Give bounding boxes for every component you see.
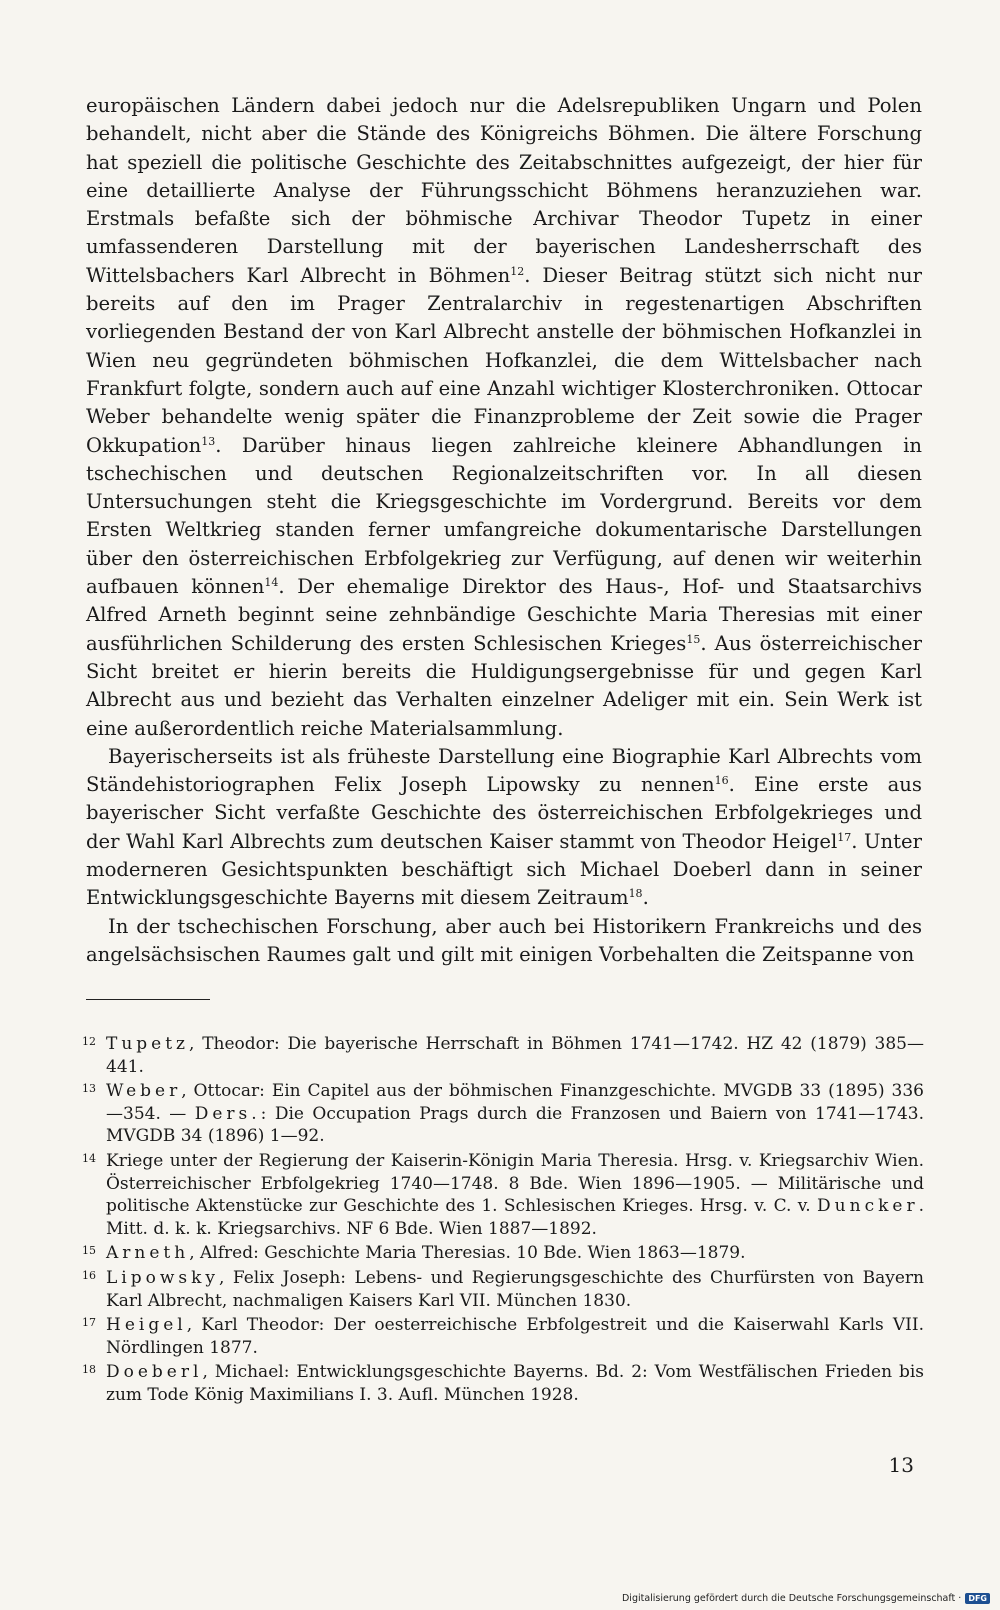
footnote-author: Doeberl [106,1362,203,1383]
footnote-ref-15[interactable]: 15 [686,632,701,646]
footnote-number: 12 [82,1035,96,1048]
footnote-author: Lipowsky [106,1267,220,1288]
footnote-ref-14[interactable]: 14 [264,576,279,590]
footnote-17 [82,1314,924,1359]
text-run: europäischen Ländern dabei jedoch nur die Adelsrepubliken Ungarn und Polen behandelt, nicht aber die Stände des Königreichs Böhmen. Die ältere Forschung hat speziell die politische Geschichte des Zeitabschnittes aufgezeigt, der hier für eine detaillierte Analyse der Führungsschicht Böhmens heranzuziehen war. Erstmals befaßte sich der böhmische Archivar Theodor Tupetz in einer umfassenderen Darstellung mit der bayerischen Landesherrschaft des Wittelsbachers Karl Albrecht in Böhmen [86,94,922,287]
text-run: . Mitt. d. k. k. Kriegsarchivs. NF 6 Bde. Wien 1887—1892. [106,1196,924,1239]
footnotes [82,1033,924,1409]
footnote-14 [82,1150,924,1240]
credit-text: Digitalisierung gefördert durch die Deutsche Forschungsgemeinschaft · [621,1593,962,1604]
paragraph-3: In der tschechischen Forschung, aber auch bei Historikern Frankreichs und des angelsächsischen Raumes galt und gilt mit einigen Vorbehalten die Zeitspanne von [86,914,922,966]
footnote-16 [82,1267,924,1312]
footnote-divider [86,999,210,1000]
footnote-ref-17[interactable]: 17 [837,830,852,844]
paragraph-1 [86,92,922,743]
text-run: . Unter moderneren Gesichtspunkten beschäftigt sich Michael Doeberl dann in seiner Entwicklungsgeschichte Bayerns mit diesem Zeitraum [86,829,922,910]
page-number: 13 [888,1453,914,1477]
main-text [86,92,922,969]
footnote-18 [82,1361,924,1406]
footnote-number: 17 [82,1316,96,1330]
footnote-text [106,1314,924,1359]
footnote-author: Arneth [106,1243,190,1264]
text-run: . Der ehemalige Direktor des Haus-, Hof- und Staatsarchivs Alfred Arneth beginnt seine zehnbändige Geschichte Maria Theresias mit einer ausführlichen Schilderung des ersten Schlesischen Krieges [86,575,922,655]
text-run: . Dieser Beitrag stützt sich nicht nur bereits auf den im Prager Zentralarchiv in regestenartigen Abschriften vorliegenden Bestand der von Karl Albrecht anstelle der böhmischen Hofkanzlei in Wien neu gegründeten böhmischen Hofkanzlei, die dem Wittelsbacher nach Frankfurt folgte, sondern auch auf eine Anzahl wichtiger Klosterchroniken. Ottocar Weber behandelte wenig später die Finanzprobleme der Zeit sowie die Prager Okkupation [86,263,923,457]
text-run: . Darüber hinaus liegen zahlreiche kleinere Abhandlungen in tschechischen und deutschen Regionalzeitschriften vor. In all diesen Untersuchungen steht die Kriegsgeschichte im Vordergrund. Bereits vor dem Ersten Weltkrieg standen ferner umfangreiche dokumentarische Darstellungen über den österreichischen Erbfolgekrieg zur Verfügung, auf denen wir weiterhin aufbauen können [86,433,922,599]
footnote-text [106,1033,924,1078]
text-run: , Karl Theodor: Der oesterreichische Erbfolgestreit und die Kaiserwahl Karls VII. Nördlingen 1877. [106,1315,924,1358]
text-run: , Theodor: Die bayerische Herrschaft in Böhmen 1741—1742. HZ 42 (1879) 385—441. [106,1034,924,1077]
paragraph-2 [86,743,922,913]
text-run: . [642,886,649,910]
text-run: Bayerischerseits ist als früheste Darstellung eine Biographie Karl Albrechts vom Ständehistoriographen Felix Joseph Lipowsky zu nennen [86,744,922,797]
footnote-author: Duncker [817,1196,919,1217]
dfg-logo-icon: DFG [965,1593,990,1604]
footnote-text [106,1150,924,1240]
footnote-number: 15 [82,1244,96,1258]
digitization-credit [622,1593,990,1604]
footnote-author: Tupetz [106,1034,190,1054]
footnote-text [106,1267,924,1312]
text-run: . Aus österreichischer Sicht breitet er hierin bereits die Huldigungsergebnisse für und gegen Karl Albrecht aus und bezieht das Verhalten einzelner Adeliger mit ein. Sein Werk ist eine außerordentlich reiche Materialsammlung. [86,631,922,740]
footnote-number: 18 [82,1363,96,1377]
text-run: , Felix Joseph: Lebens- und Regierungsgeschichte des Churfürsten von Bayern Karl Albrecht, nachmaligen Kaisers Karl VII. München 1830. [106,1267,924,1311]
footnote-13 [82,1080,924,1148]
text-run: , Ottocar: Ein Capitel aus der böhmischen Finanzgeschichte. MVGDB 33 (1895) 336—354. — [106,1081,924,1124]
text-run: , Alfred: Geschichte Maria Theresias. 10 Bde. Wien 1863—1879. [189,1243,746,1264]
text-run: . Eine erste aus bayerischer Sicht verfaßte Geschichte des österreichischen Erbfolgekrieges und der Wahl Karl Albrechts zum deutschen Kaiser stammt von Theodor Heigel [86,773,922,853]
footnote-author: Heigel [106,1315,187,1336]
footnote-15 [82,1242,924,1265]
footnote-text [106,1361,924,1406]
footnote-number: 13 [82,1082,96,1096]
text-run: Kriege unter der Regierung der Kaiserin-Königin Maria Theresia. Hrsg. v. Kriegsarchiv Wien. Österreichischer Erbfolgekrieg 1740—1748. 8 Bde. Wien 1896—1905. — Militärische und politische Aktenstücke zur Geschichte des 1. Schlesischen Krieges. Hrsg. v. C. v. [106,1150,924,1217]
footnote-text [106,1080,924,1148]
footnote-number: 14 [82,1151,96,1165]
footnote-number: 16 [82,1268,96,1282]
footnote-ref-12[interactable]: 12 [510,264,525,278]
footnote-author: Ders. [194,1103,261,1124]
footnote-text [106,1242,924,1265]
footnote-ref-16[interactable]: 16 [714,774,729,788]
footnote-12 [82,1033,924,1078]
text-run: , Michael: Entwicklungsgeschichte Bayerns. Bd. 2: Vom Westfälischen Frieden bis zum Tode König Maximilians I. 3. Aufl. München 1928. [106,1362,924,1405]
footnote-ref-18[interactable]: 18 [628,887,643,901]
footnote-ref-13[interactable]: 13 [201,434,216,448]
footnote-author: Weber [106,1081,182,1102]
text-run: : Die Occupation Prags durch die Franzosen und Baiern von 1741—1743. MVGDB 34 (1896) 1—92. [106,1103,924,1147]
